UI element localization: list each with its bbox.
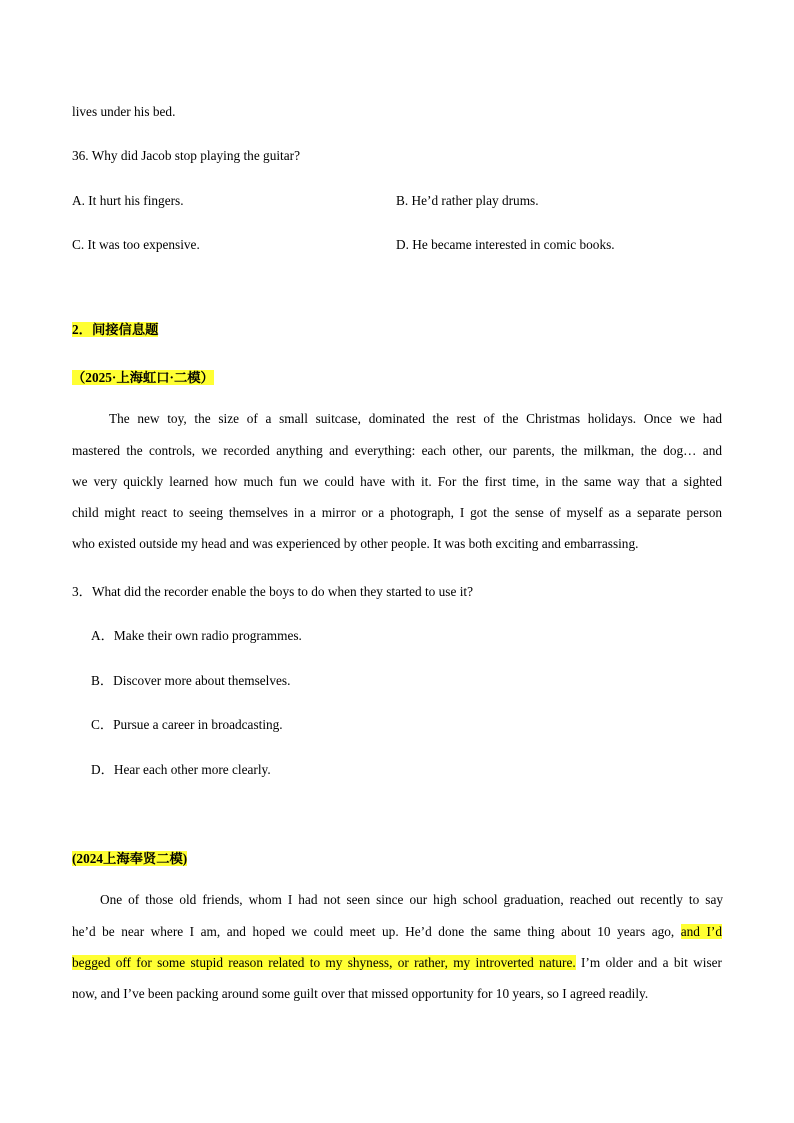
passage-1-line: The new toy, the size of a small suitcase, dominated the rest of the Christmas holidays. Once we had xyxy=(109,411,722,426)
passage-1-line: who existed outside my head and was experienced by other people. It was both exciting and embarrassing. xyxy=(72,536,639,551)
passage-2-text: I’m older and a bit wiser xyxy=(575,955,722,970)
passage-2-line xyxy=(72,955,722,971)
section-heading xyxy=(72,319,158,338)
passage-1-line: child might react to seeing themselves in a mirror or a photograph, I got the sense of myself as a separate person xyxy=(72,505,722,520)
source-label-2-text: (2024上海奉贤二模) xyxy=(72,851,188,866)
question-3-option-a: A．Make their own radio programmes. xyxy=(91,628,302,643)
passage-1-line: we very quickly learned how much fun we could have with it. For the first time, in the same way that a sighted xyxy=(72,474,722,489)
question-36-option-b: B. He’d rather play drums. xyxy=(396,193,539,208)
question-36-option-a: A. It hurt his fingers. xyxy=(72,193,184,208)
section-heading-text: 2．间接信息题 xyxy=(72,322,159,337)
passage-2-highlight: begged off for some stupid reason related to my shyness, or rather, my introverted nature. xyxy=(72,955,576,970)
passage-2-line xyxy=(72,924,722,940)
passage-1-line: mastered the controls, we recorded anything and everything: each other, our parents, the milkman, the dog… and xyxy=(72,443,722,458)
source-label-2 xyxy=(72,848,187,867)
question-36-option-d: D. He became interested in comic books. xyxy=(396,237,615,252)
source-label-1-text: （2025·上海虹口·二模） xyxy=(72,370,214,385)
passage-2-highlight: and I’d xyxy=(680,924,722,939)
passage-2-line: One of those old friends, whom I had not seen since our high school graduation, reached out recently to say xyxy=(100,892,723,907)
source-label-1 xyxy=(72,367,214,386)
question-3-option-b: B．Discover more about themselves. xyxy=(91,673,291,688)
question-3-option-c: C．Pursue a career in broadcasting. xyxy=(91,717,283,732)
passage-2-text: he’d be near where I am, and hoped we could meet up. He’d done the same thing about 10 years ago, xyxy=(72,924,681,939)
question-3-option-d: D．Hear each other more clearly. xyxy=(91,762,271,777)
intro-line: lives under his bed. xyxy=(72,104,176,119)
question-36-stem: 36. Why did Jacob stop playing the guitar? xyxy=(72,148,300,163)
question-3-stem: 3．What did the recorder enable the boys to do when they started to use it? xyxy=(72,584,473,599)
question-36-option-c: C. It was too expensive. xyxy=(72,237,200,252)
passage-2-line: now, and I’ve been packing around some guilt over that missed opportunity for 10 years, so I agreed readily. xyxy=(72,986,649,1001)
